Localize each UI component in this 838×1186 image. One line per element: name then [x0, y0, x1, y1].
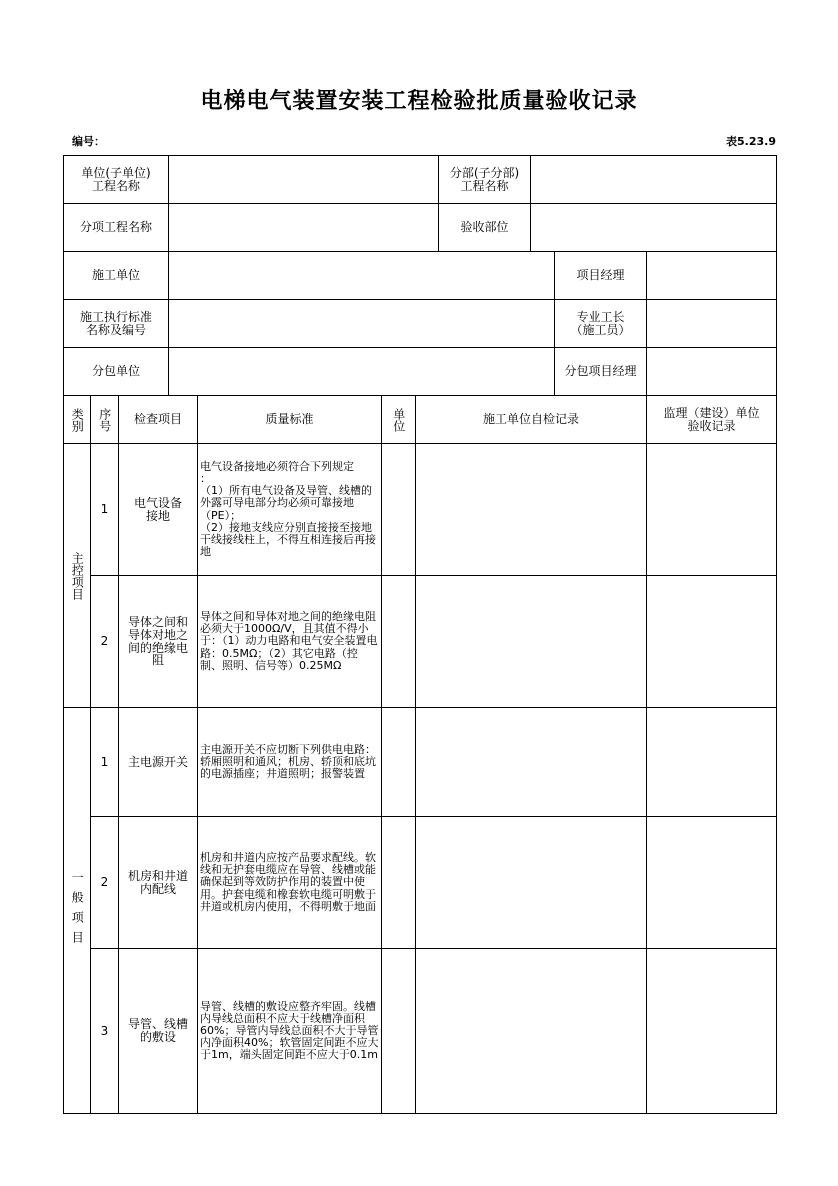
- standard-text: 施工执行标准 名称及编号: [79, 309, 152, 337]
- table-number: 表5.23.9: [726, 135, 776, 148]
- header-seq: [90, 395, 119, 444]
- header-supervisor: [646, 395, 777, 444]
- item-project-text: 分项工程名称: [79, 220, 152, 235]
- header-self-check-text: 施工单位自检记录: [482, 412, 579, 427]
- contractor-value[interactable]: [168, 251, 555, 300]
- row-self-check[interactable]: [415, 443, 647, 576]
- row-seq-text: 1: [100, 502, 109, 517]
- row-unit[interactable]: [381, 948, 416, 1114]
- row-supervisor[interactable]: [646, 948, 777, 1114]
- serial-label: 编号：: [72, 135, 105, 148]
- accept-part-label: [438, 203, 531, 252]
- header-quality-std-text: 质量标准: [265, 412, 314, 427]
- row-unit[interactable]: [381, 575, 416, 708]
- sub-manager-value[interactable]: [646, 347, 777, 396]
- row-self-check[interactable]: [415, 575, 647, 708]
- header-category-text: 类别: [70, 407, 85, 432]
- header-check-item: [118, 395, 198, 444]
- group-general-text: 一般项目: [70, 870, 85, 951]
- header-check-item-text: 检查项目: [133, 412, 182, 427]
- row-supervisor[interactable]: [646, 443, 777, 576]
- header-quality-std: [197, 395, 382, 444]
- row-quality-std: [197, 443, 382, 576]
- row-seq-text: 3: [100, 1023, 109, 1038]
- foreman-text: 专业工长 （施工员）: [570, 309, 631, 337]
- row-seq-text: 2: [100, 875, 109, 890]
- row-check-item-text: 导体之间和导体对地之间的绝缘电阻: [127, 615, 188, 668]
- row-quality-std: [197, 575, 382, 708]
- row-check-item-text: 导管、线槽的敷设: [127, 1017, 188, 1044]
- row-unit[interactable]: [381, 443, 416, 576]
- header-seq-text: 序号: [97, 407, 112, 432]
- group-main-control-text: 主控项目: [70, 551, 85, 600]
- accept-part-text: 验收部位: [460, 220, 509, 235]
- sub-project-value[interactable]: [530, 155, 777, 204]
- standard-value[interactable]: [168, 299, 555, 348]
- item-project-value[interactable]: [168, 203, 439, 252]
- row-seq: [90, 707, 119, 817]
- subcontractor-text: 分包单位: [91, 364, 140, 379]
- row-check-item: [118, 707, 198, 817]
- row-supervisor[interactable]: [646, 816, 777, 949]
- row-unit[interactable]: [381, 707, 416, 817]
- row-quality-std: [197, 948, 382, 1114]
- header-supervisor-text: 监理（建设）单位 验收记录: [663, 405, 760, 433]
- row-supervisor[interactable]: [646, 575, 777, 708]
- row-quality-std-text: 电气设备接地必须符合下列规定 ： （1）所有电气设备及导管、线槽的外露可导电部分均必须可靠接地（PE）； （2）接地支线应分别直接接至接地干线接线柱上，不得互相连接后再接地: [200, 460, 376, 558]
- header-unit: [381, 395, 416, 444]
- row-check-item: [118, 816, 198, 949]
- row-seq-text: 2: [100, 634, 109, 649]
- unit-project-text: 单位(子单位) 工程名称: [81, 165, 151, 193]
- row-quality-std-text: 机房和井道内应按产品要求配线。软线和无护套电缆应在导管、线槽或能确保起到等效防护作用的装置中使用。护套电缆和橡套软电缆可明敷于井道或机房内使用，不得明敷于地面: [200, 851, 376, 913]
- row-unit[interactable]: [381, 816, 416, 949]
- header-category: [63, 395, 91, 444]
- unit-project-value[interactable]: [168, 155, 439, 204]
- row-self-check[interactable]: [415, 707, 647, 817]
- row-quality-std: [197, 707, 382, 817]
- row-seq: [90, 948, 119, 1114]
- group-general: [63, 707, 91, 1114]
- subcontractor-label: [63, 347, 169, 396]
- sub-manager-text: 分包项目经理: [564, 364, 637, 379]
- project-manager-text: 项目经理: [576, 268, 625, 283]
- sub-project-text: 分部(子分部) 工程名称: [449, 165, 520, 193]
- subcontractor-value[interactable]: [168, 347, 555, 396]
- row-check-item: [118, 443, 198, 576]
- row-quality-std: [197, 816, 382, 949]
- item-project-label: [63, 203, 169, 252]
- row-self-check[interactable]: [415, 948, 647, 1114]
- row-seq: [90, 816, 119, 949]
- row-seq: [90, 575, 119, 708]
- sub-manager-label: [554, 347, 647, 396]
- foreman-label: [554, 299, 647, 348]
- header-self-check: [415, 395, 647, 444]
- row-supervisor[interactable]: [646, 707, 777, 817]
- unit-project-label: [63, 155, 169, 204]
- project-manager-label: [554, 251, 647, 300]
- header-unit-text: 单位: [391, 407, 406, 432]
- accept-part-value[interactable]: [530, 203, 777, 252]
- standard-label: [63, 299, 169, 348]
- page-title: 电梯电气装置安装工程检验批质量验收记录: [200, 89, 638, 114]
- row-quality-std-text: 导体之间和导体对地之间的绝缘电阻必须大于1000Ω/V，且其值不得小于：（1）动力电路和电气安全装置电路：0.5MΩ；（2）其它电路（控制、照明、信号等）0.25MΩ: [200, 610, 378, 672]
- row-check-item-text: 电气设备 接地: [133, 495, 182, 523]
- row-check-item-text: 主电源开关: [127, 754, 188, 769]
- contractor-text: 施工单位: [91, 268, 140, 283]
- foreman-value[interactable]: [646, 299, 777, 348]
- row-quality-std-text: 主电源开关不应切断下列供电电路：轿厢照明和通风；机房、轿顶和底坑的电源插座；井道照明；报警装置: [200, 742, 376, 781]
- row-quality-std-text: 导管、线槽的敷设应整齐牢固。线槽内导线总面积不应大于线槽净面积60%；导管内导线总面积不大于导管内净面积40%；软管固定间距不应大于1m，端头固定间距不应大于0.1m: [200, 999, 379, 1062]
- row-seq: [90, 443, 119, 576]
- group-main-control: [63, 443, 91, 708]
- row-check-item-text: 机房和井道内配线: [127, 868, 188, 896]
- project-manager-value[interactable]: [646, 251, 777, 300]
- row-seq-text: 1: [100, 754, 109, 769]
- contractor-label: [63, 251, 169, 300]
- sub-project-label: [438, 155, 531, 204]
- row-self-check[interactable]: [415, 816, 647, 949]
- row-check-item: [118, 948, 198, 1114]
- row-check-item: [118, 575, 198, 708]
